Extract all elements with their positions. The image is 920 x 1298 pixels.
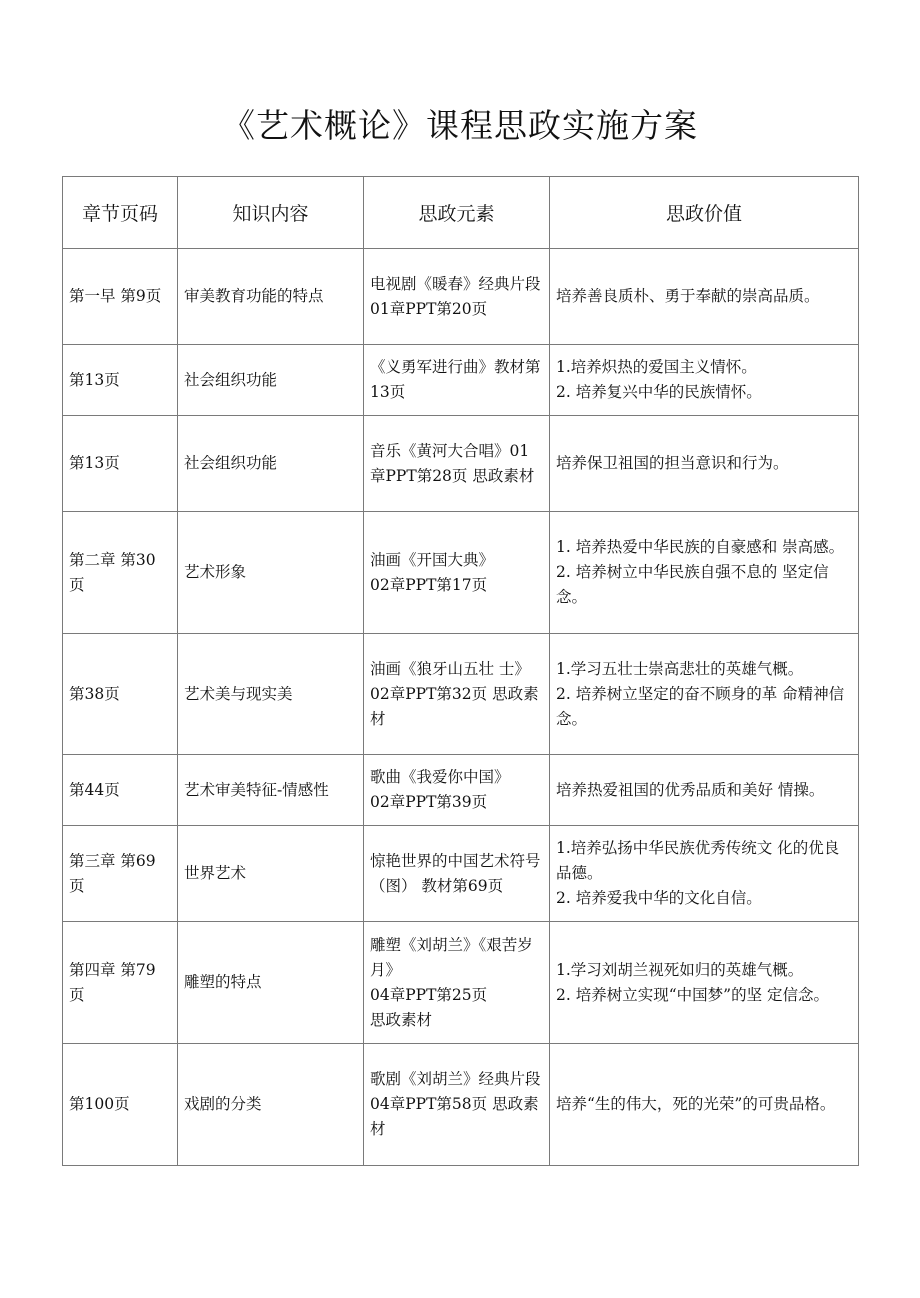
cell-elements <box>364 826 550 922</box>
cell-elements <box>364 512 550 634</box>
cell-knowledge: 雕塑的特点 <box>178 922 364 1044</box>
cell-chapter: 第四章 第79页 <box>63 922 178 1044</box>
element-line: 01章PPT第20页 <box>370 299 488 318</box>
table-row <box>63 826 859 922</box>
cell-values <box>550 416 859 512</box>
table-row <box>63 416 859 512</box>
cell-knowledge: 审美教育功能的特点 <box>178 249 364 345</box>
cell-values <box>550 512 859 634</box>
element-line: 电视剧《暖春》经典片段 <box>370 274 541 293</box>
cell-knowledge: 艺术审美特征-情感性 <box>178 755 364 826</box>
table-row <box>63 922 859 1044</box>
value-line: 1.学习五壮士崇高悲壮的英雄气概。 <box>556 659 804 678</box>
ideology-plan-table <box>62 176 859 1166</box>
cell-knowledge: 社会组织功能 <box>178 416 364 512</box>
cell-knowledge: 世界艺术 <box>178 826 364 922</box>
cell-values <box>550 249 859 345</box>
cell-values <box>550 755 859 826</box>
element-line: 音乐《黄河大合唱》01章PPT第28页 思政素材 <box>370 441 535 485</box>
cell-elements <box>364 249 550 345</box>
element-line: 04章PPT第58页 思政素材 <box>370 1095 539 1138</box>
cell-values <box>550 922 859 1044</box>
element-line: 惊艳世界的中国艺术符号（图） 教材第69页 <box>370 851 541 895</box>
element-line: 04章PPT第25页 <box>370 985 488 1004</box>
element-line: 油画《开国大典》 <box>370 550 495 569</box>
value-line: 1.学习刘胡兰视死如归的英雄气概。 <box>556 960 804 979</box>
value-line: 培养热爱祖国的优秀品质和美好 情操。 <box>556 780 825 799</box>
cell-knowledge: 艺术形象 <box>178 512 364 634</box>
header-elements: 思政元素 <box>364 177 550 249</box>
cell-chapter: 第44页 <box>63 755 178 826</box>
cell-chapter: 第13页 <box>63 345 178 416</box>
cell-values <box>550 634 859 755</box>
cell-elements <box>364 634 550 755</box>
value-line: 培养保卫祖国的担当意识和行为。 <box>556 454 789 472</box>
cell-chapter: 第二章 第30页 <box>63 512 178 634</box>
table-row <box>63 634 859 755</box>
element-line: 油画《狼牙山五壮 士》02章PPT第32页 思政素材 <box>370 659 539 728</box>
value-line: 2. 培养树立实现“中国梦”的坚 定信念。 <box>556 985 829 1004</box>
cell-chapter: 第13页 <box>63 416 178 512</box>
cell-knowledge: 戏剧的分类 <box>178 1044 364 1166</box>
value-line: 2. 培养爱我中华的文化自信。 <box>556 889 762 907</box>
table-row <box>63 1044 859 1166</box>
element-line: 雕塑《刘胡兰》《艰苦岁月》 <box>370 935 533 979</box>
cell-chapter: 第100页 <box>63 1044 178 1166</box>
cell-chapter: 第一早 第9页 <box>63 249 178 345</box>
table-row <box>63 512 859 634</box>
cell-chapter: 第38页 <box>63 634 178 755</box>
table-row <box>63 345 859 416</box>
page-title: 《艺术概论》课程思政实施方案 <box>222 106 698 145</box>
element-line: 《义勇军进行曲》教材第13页 <box>370 358 541 401</box>
cell-values <box>550 826 859 922</box>
value-line: 培养“生的伟大，死的光荣”的可贵品格。 <box>556 1095 836 1113</box>
cell-knowledge: 艺术美与现实美 <box>178 634 364 755</box>
element-line: 思政素材 <box>370 1010 433 1029</box>
header-values: 思政价值 <box>550 177 859 249</box>
cell-chapter: 第三章 第69页 <box>63 826 178 922</box>
value-line: 1. 培养热爱中华民族的自豪感和 崇高感。 <box>556 538 845 556</box>
cell-elements <box>364 922 550 1044</box>
cell-elements <box>364 1044 550 1166</box>
value-line: 2. 培养复兴中华的民族情怀。 <box>556 383 762 401</box>
cell-elements <box>364 755 550 826</box>
element-line: 歌曲《我爱你中国》 <box>370 768 510 786</box>
header-chapter: 章节页码 <box>63 177 178 249</box>
value-line: 培养善良质朴、勇于奉献的崇高品质。 <box>556 287 820 305</box>
table-row <box>63 249 859 345</box>
cell-elements <box>364 345 550 416</box>
table-header-row <box>63 177 859 249</box>
cell-values <box>550 1044 859 1166</box>
table-row <box>63 755 859 826</box>
cell-values <box>550 345 859 416</box>
value-line: 1.培养炽热的爱国主义情怀。 <box>556 358 757 376</box>
element-line: 歌剧《刘胡兰》经典片段 <box>370 1070 541 1088</box>
cell-elements <box>364 416 550 512</box>
cell-knowledge: 社会组织功能 <box>178 345 364 416</box>
element-line: 02章PPT第17页 <box>370 575 488 594</box>
header-knowledge: 知识内容 <box>178 177 364 249</box>
value-line: 2. 培养树立坚定的奋不顾身的革 命精神信念。 <box>556 684 845 728</box>
value-line: 1.培养弘扬中华民族优秀传统文 化的优良品德。 <box>556 839 840 882</box>
element-line: 02章PPT第39页 <box>370 793 488 811</box>
value-line: 2. 培养树立中华民族自强不息的 坚定信念。 <box>556 563 829 606</box>
